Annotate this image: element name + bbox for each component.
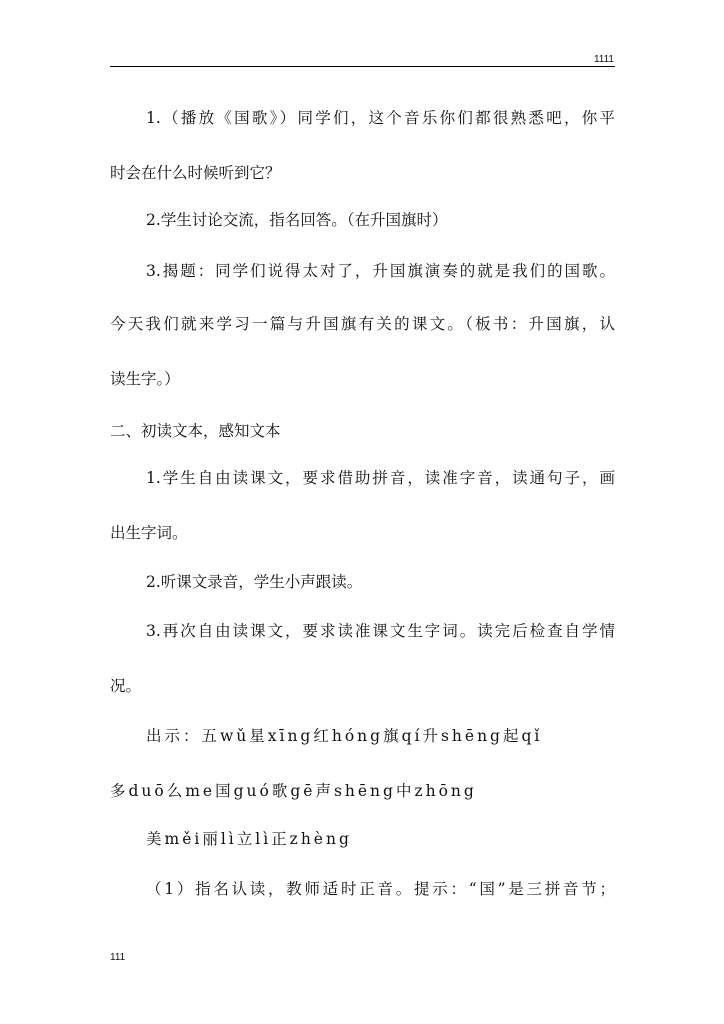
paragraph-line: 3.揭题：同学们说得太对了，升国旗演奏的就是我们的国歌。: [146, 262, 615, 280]
paragraph-line: 时会在什么时候听到它？: [110, 164, 281, 182]
paragraph-line: （1）指名认读，教师适时正音。提示：“国”是三拼音节；: [146, 880, 615, 898]
header-rule: [110, 66, 615, 67]
paragraph-line: 2.学生讨论交流，指名回答。（在升国旗时）: [146, 211, 448, 229]
paragraph-line: 读生字。）: [110, 370, 180, 388]
paragraph-line: 1.（播放《国歌》）同学们，这个音乐你们都很熟悉吧，你平: [146, 109, 615, 127]
header-page-number: 1111: [593, 54, 614, 65]
pinyin-line: 美měi丽lì立lì正zhèng: [146, 830, 352, 848]
paragraph-line: 今天我们就来学习一篇与升国旗有关的课文。（板书：升国旗，认: [110, 315, 615, 333]
pinyin-line: 多duō么me国guó歌gē声shēng中zhōng: [110, 782, 477, 800]
paragraph-line: 况。: [110, 677, 142, 695]
paragraph-line: 3.再次自由读课文，要求读准课文生字词。读完后检查自学情: [146, 622, 615, 640]
section-heading: 二、初读文本，感知文本: [110, 422, 281, 440]
pinyin-line: 出示：五wǔ星xīng红hóng旗qí升shēng起qǐ: [146, 727, 543, 745]
paragraph-line: 1.学生自由读课文，要求借助拼音，读准字音，读通句子，画: [146, 469, 615, 487]
footer-page-number: 111: [110, 952, 126, 963]
paragraph-line: 2.听课文录音，学生小声跟读。: [146, 573, 363, 591]
paragraph-line: 出生字词。: [110, 524, 188, 542]
